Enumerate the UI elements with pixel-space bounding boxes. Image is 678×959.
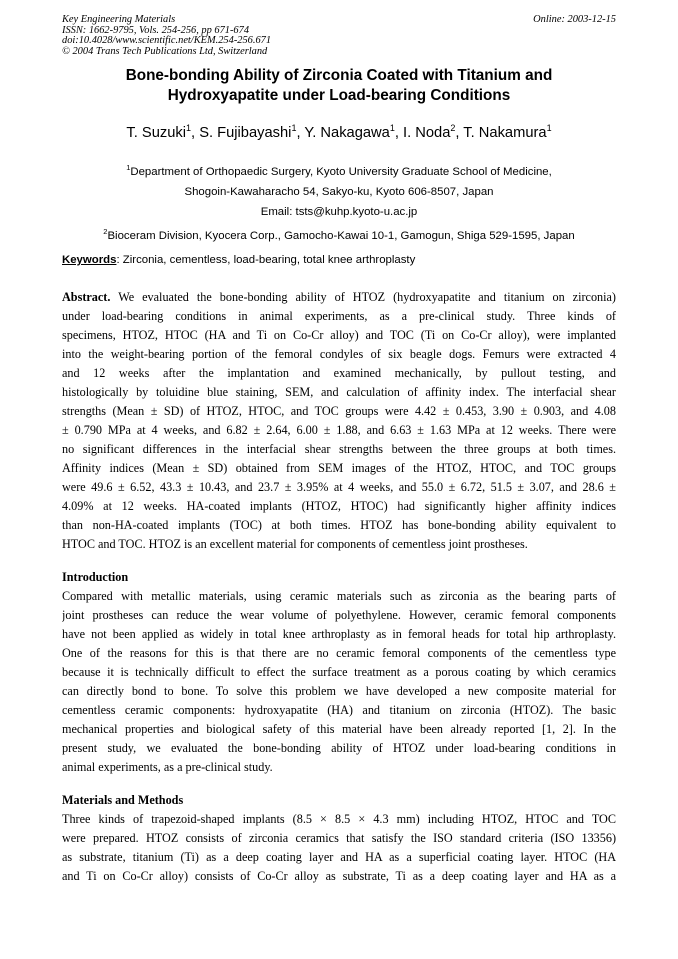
- abstract-text: We evaluated the bone-bonding ability of HTOZ (hydroxyapatite and titanium on zirconia): [110, 290, 616, 304]
- author-affil-mark: 1: [546, 123, 552, 133]
- abstract: [62, 288, 616, 554]
- intro-line: cementless ceramic components: hydroxyapatite (HA) and titanium on zirconia (HTOZ). The basic: [62, 703, 616, 717]
- online-date: Online: 2003-12-15: [533, 14, 616, 25]
- intro-line: animal experiments, as a pre-clinical study.: [62, 760, 273, 774]
- methods-body: [62, 810, 616, 886]
- abstract-line: ± 0.790 MPa at 4 weeks, and 6.82 ± 2.64, 6.00 ± 1.88, and 6.63 ± 1.63 MPa at 12 weeks. There were: [62, 423, 616, 437]
- abstract-line: and 12 weeks after the implantation and examined mechanically, by pullout testing, and: [62, 366, 616, 380]
- abstract-line: Affinity indices (Mean ± SD) obtained from SEM images of the HTOZ, HTOC, and TOC groups: [62, 461, 616, 475]
- abstract-line: into the weight-bearing portion of the femoral condyles of six beagle dogs. Femurs were extracted 4: [62, 347, 616, 361]
- abstract-line: HTOC and TOC. HTOZ is an excellent material for components of cementless joint prostheses.: [62, 537, 528, 551]
- copyright-line: © 2004 Trans Tech Publications Ltd, Switzerland: [62, 45, 268, 57]
- abstract-line: no significant differences in the interfacial shear strengths between the three groups at both times.: [62, 442, 616, 456]
- abstract-line: [62, 288, 616, 307]
- author-affil-mark: 1: [389, 123, 395, 133]
- intro-line: One of the reasons for this is that there are no ceramic femoral components of the cementless type: [62, 646, 616, 660]
- introduction-body: [62, 587, 616, 777]
- abstract-line: were 49.6 ± 6.52, 43.3 ± 10.43, and 23.7 ± 3.95% at 4 weeks, and 55.0 ± 6.72, 51.5 ± 3.07, and 28.6 ±: [62, 480, 616, 494]
- intro-line: joint prostheses can reduce the wear volume of polyethylene. However, ceramic femoral components: [62, 608, 616, 622]
- keywords: [62, 252, 616, 268]
- author-name: S. Fujibayashi: [199, 124, 292, 141]
- affiliation-text: Bioceram Division, Kyocera Corp., Gamocho-Kawai 10-1, Gamogun, Shiga 529-1595, Japan: [107, 229, 575, 242]
- intro-line: because it is technically difficult to effect the surface treatment as a porous coating by which ceramics: [62, 665, 616, 679]
- author: [199, 125, 304, 141]
- affiliations: [62, 158, 616, 246]
- methods-line: Three kinds of trapezoid-shaped implants (8.5 × 8.5 × 4.3 mm) including HTOZ, HTOC and TOC: [62, 812, 616, 826]
- affil-mark: 1: [126, 163, 131, 172]
- intro-line: can directly bond to bone. To solve this problem we have developed a new composite material for: [62, 684, 616, 698]
- author-sep: ,: [455, 124, 464, 141]
- affiliation-1-address: Shogoin-Kawaharacho 54, Sakyo-ku, Kyoto 606-8507, Japan: [184, 185, 494, 198]
- title-line-2: Hydroxyapatite under Load-bearing Conditions: [167, 87, 511, 104]
- email-line[interactable]: Email: tsts@kuhp.kyoto-u.ac.jp: [260, 205, 418, 218]
- abstract-line: 4.09% at 12 weeks. HA-coated implants (HTOZ, HTOC) had significantly higher affinity indices: [62, 499, 616, 513]
- author-affil-mark: 1: [291, 123, 297, 133]
- author-name: T. Nakamura: [463, 124, 547, 141]
- abstract-line: than non-HA-coated implants (TOC) at both times. HTOZ has bone-bonding ability equivalent to: [62, 518, 616, 532]
- abstract-label: Abstract.: [62, 290, 111, 304]
- author-name: I. Noda: [403, 124, 451, 141]
- methods-line: and Ti on Co-Cr alloy) consists of Co-Cr alloy as substrate, Ti as a deep coating layer and HA as a: [62, 869, 616, 883]
- introduction-heading: Introduction: [62, 570, 129, 584]
- affiliation-text: Department of Orthopaedic Surgery, Kyoto University Graduate School of Medicine,: [130, 165, 552, 178]
- author-name: Y. Nakagawa: [304, 124, 390, 141]
- author-name: T. Suzuki: [126, 124, 186, 141]
- title-line-1: Bone-bonding Ability of Zirconia Coated with Titanium and: [125, 67, 553, 84]
- affil-mark: 2: [103, 226, 108, 236]
- affiliation-1: [62, 158, 616, 182]
- abstract-line: under load-bearing conditions in animal experiments, as a pre-clinical study. Three kinds of: [62, 309, 616, 323]
- author-sep: ,: [394, 124, 404, 141]
- paper-title: [62, 66, 616, 106]
- issn-line: ISSN: 1662-9795, Vols. 254-256, pp 671-674: [62, 24, 250, 36]
- author: [304, 125, 403, 141]
- keywords-label: Keywords: [62, 254, 117, 266]
- abstract-line: strengths (Mean ± SD) of HTOZ, HTOC, and TOC groups were 4.42 ± 0.453, 3.90 ± 0.903, and 4.08: [62, 404, 616, 418]
- keywords-text: : Zirconia, cementless, load-bearing, total knee arthroplasty: [116, 254, 416, 266]
- author: [403, 125, 463, 141]
- author-sep: ,: [296, 124, 305, 141]
- methods-heading: Materials and Methods: [62, 793, 184, 807]
- journal-header: [62, 15, 616, 57]
- author-list: [62, 119, 616, 142]
- intro-line: have not been applied as widely in total knee arthroplasty as in femoral heads for total hip arthroplasty.: [62, 627, 616, 641]
- intro-line: Compared with metallic materials, using ceramic materials such as zirconia as the bearing parts of: [62, 589, 616, 603]
- abstract-line: histologically by toluidine blue staining, SEM, and calculation of affinity index. The interfacial shear: [62, 385, 616, 399]
- author-affil-mark: 1: [186, 123, 192, 133]
- affiliation-2: [62, 222, 616, 246]
- abstract-line: specimens, HTOZ, HTOC (HA and Ti on Co-Cr alloy) and TOC (Ti on Co-Cr alloy), were implanted: [62, 328, 616, 342]
- methods-line: were prepared. HTOZ consists of zirconia ceramics that satisfy the ISO standard criteria (ISO 13356): [62, 831, 616, 845]
- doi-line: doi:10.4028/www.scientific.net/KEM.254-256.671: [62, 35, 272, 47]
- author: [463, 125, 551, 141]
- author-sep: ,: [191, 124, 200, 141]
- author-affil-mark: 2: [450, 123, 456, 133]
- journal-name: Key Engineering Materials: [62, 14, 176, 25]
- intro-line: mechanical properties and biological safety of this material have been already reported [1, 2]. In the: [62, 722, 616, 736]
- intro-line: present study, we evaluated the bone-bonding ability of HTOZ under load-bearing conditions in: [62, 741, 616, 755]
- author: [126, 125, 199, 141]
- methods-line: as substrate, titanium (Ti) as a deep coating layer and HA as a superficial coating layer. HTOC (HA: [62, 850, 616, 864]
